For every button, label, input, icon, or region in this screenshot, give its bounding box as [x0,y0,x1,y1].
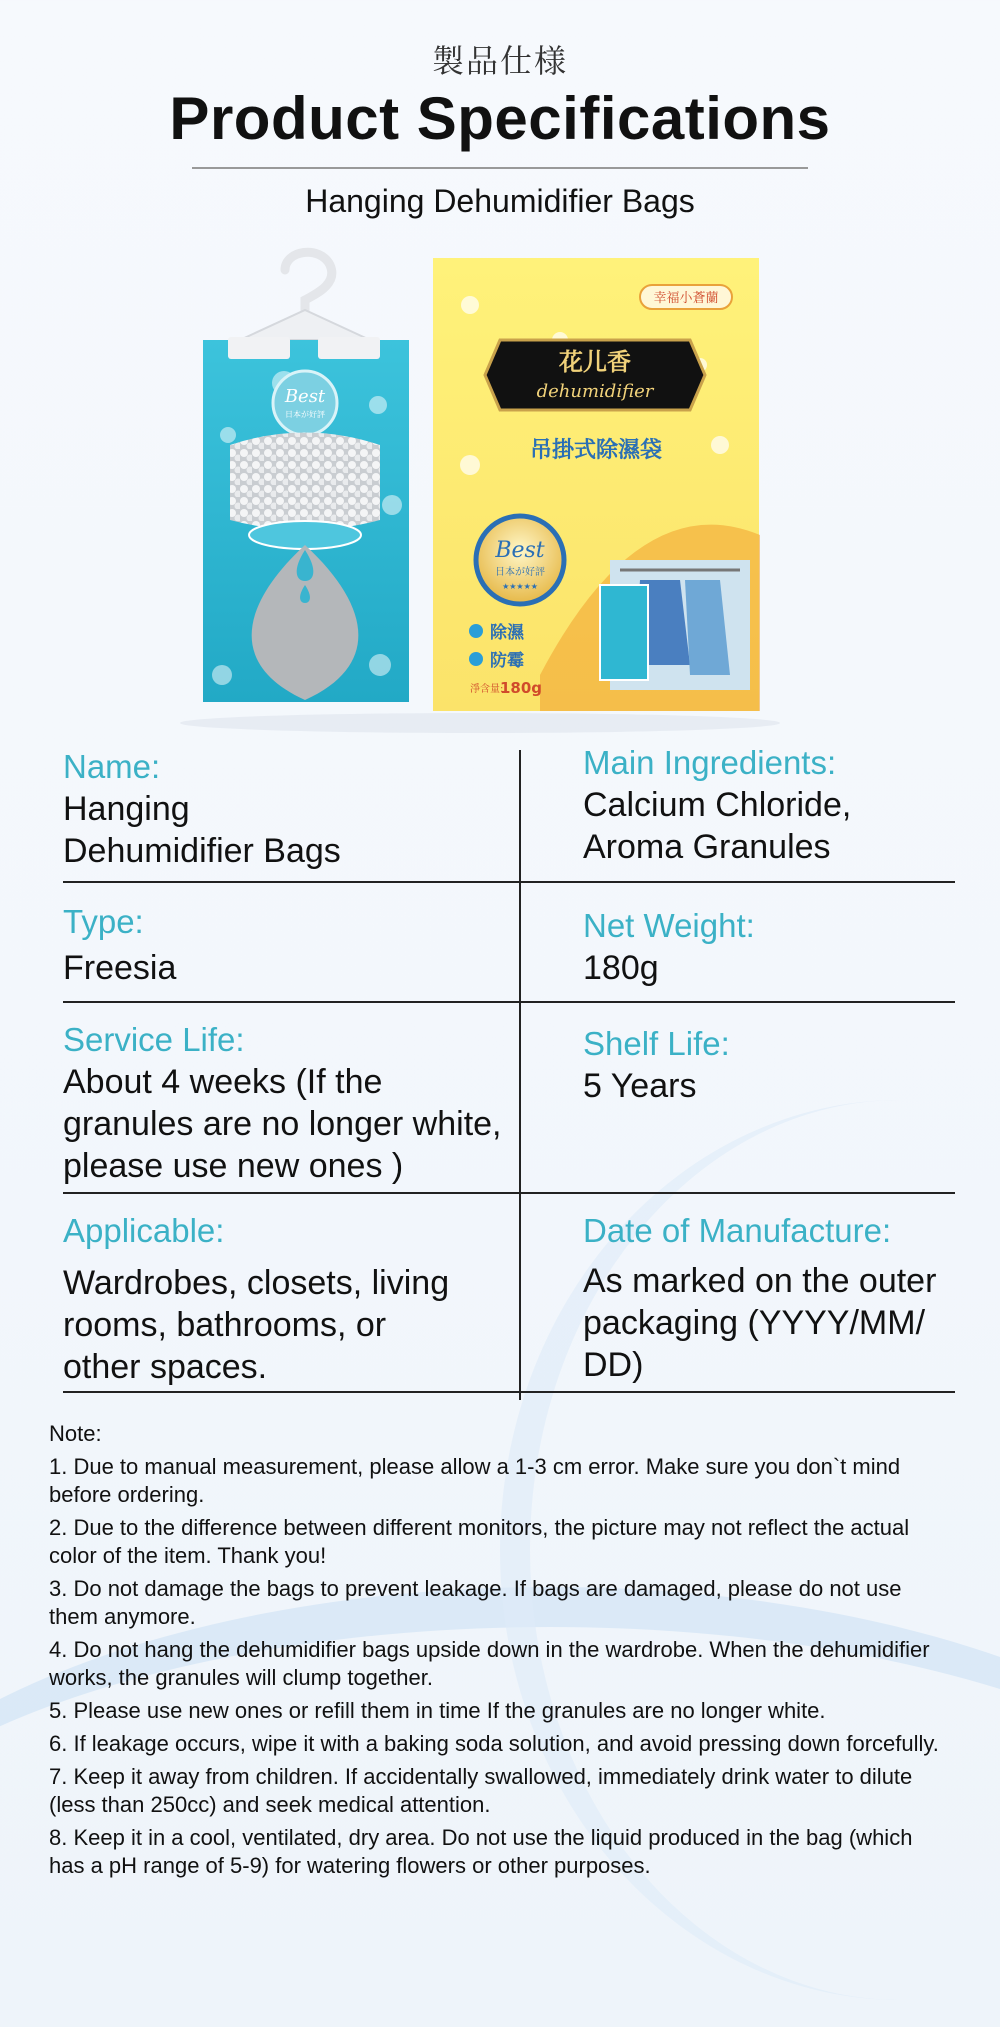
type-label: Type: [63,903,144,940]
applicable-label: Applicable: [63,1212,225,1249]
applicable-value: Wardrobes, closets, living rooms, bathrooms, or other spaces. [63,1264,450,1386]
svg-text:dehumidifier: dehumidifier [536,381,654,402]
shelf-life-value: 5 Years [583,1067,697,1105]
svg-text:吊掛式除濕袋: 吊掛式除濕袋 [529,438,663,463]
svg-text:防霉: 防霉 [490,651,524,671]
net-weight-value: 180g [583,949,659,987]
note-item: 4. Do not hang the dehumidifier bags upside down in the wardrobe. When the dehumidifier works, the granules will clump together. [49,1637,930,1690]
note-item: 5. Please use new ones or refill them in time If the granules are no longer white. [49,1698,826,1723]
svg-text:Best: Best [495,538,545,563]
manufacture-label: Date of Manufacture: [583,1212,892,1249]
notes-title: Note: [49,1421,102,1446]
yellow-dehumidifier-bag [433,258,760,711]
svg-text:日本が好評: 日本が好評 [285,410,325,419]
service-life-value: About 4 weeks (If the granules are no longer white, please use new ones ) [63,1063,502,1185]
note-item: 2. Due to the difference between different monitors, the picture may not reflect the actual color of the item. Thank you! [49,1515,910,1568]
svg-text:日本が好評: 日本が好評 [495,567,545,578]
spec-table [63,740,955,1393]
product-illustration [0,245,1000,745]
note-item: 7. Keep it away from children. If accidentally swallowed, immediately drink water to dilute (less than 250cc) and seek medical attention. [49,1764,913,1817]
svg-text:除濕: 除濕 [490,623,524,643]
svg-text:180g: 180g [500,679,543,697]
svg-text:★★★★★: ★★★★★ [502,582,538,591]
svg-text:淨含量:: 淨含量: [470,684,504,695]
net-weight-label: Net Weight: [583,907,755,944]
hanger-icon [240,252,370,340]
ingredients-label: Main Ingredients: [583,744,837,781]
spec-row-2 [63,883,955,1003]
note-item: 8. Keep it in a cool, ventilated, dry area. Do not use the liquid produced in the bag (which has a pH range of 5-9) for watering flowers or other purposes. [49,1825,913,1878]
shelf-life-label: Shelf Life: [583,1025,730,1062]
type-value: Freesia [63,949,177,987]
spec-row-3 [63,1003,955,1194]
spec-row-4 [63,1194,955,1393]
svg-text:花儿香: 花儿香 [559,348,631,376]
note-item: 3. Do not damage the bags to prevent leakage. If bags are damaged, please do not use them anymore. [49,1576,902,1629]
notes-section [49,1420,949,1885]
blue-dehumidifier-bag [203,337,409,702]
note-item: 6. If leakage occurs, wipe it with a baking soda solution, and avoid pressing down forcefully. [49,1731,939,1756]
service-life-label: Service Life: [63,1021,245,1058]
manufacture-value: As marked on the outer packaging (YYYY/MM/ DD) [583,1262,937,1384]
product-image [0,245,1000,745]
note-item: 1. Due to manual measurement, please allow a 1-3 cm error. Make sure you don`t mind before ordering. [49,1454,901,1507]
ingredients-value: Calcium Chloride, Aroma Granules [583,786,852,866]
name-value: Hanging Dehumidifier Bags [63,790,341,870]
svg-text:Best: Best [284,386,326,407]
title-divider [192,167,808,169]
japanese-title: 製品仕様 [431,42,568,80]
page-title: Product Specifications [169,85,831,152]
page-subtitle: Hanging Dehumidifier Bags [305,183,695,219]
spec-row-1 [63,740,955,883]
name-label: Name: [63,748,161,785]
svg-text:幸福小蒼蘭: 幸福小蒼蘭 [653,291,719,306]
page-header [0,36,1000,220]
